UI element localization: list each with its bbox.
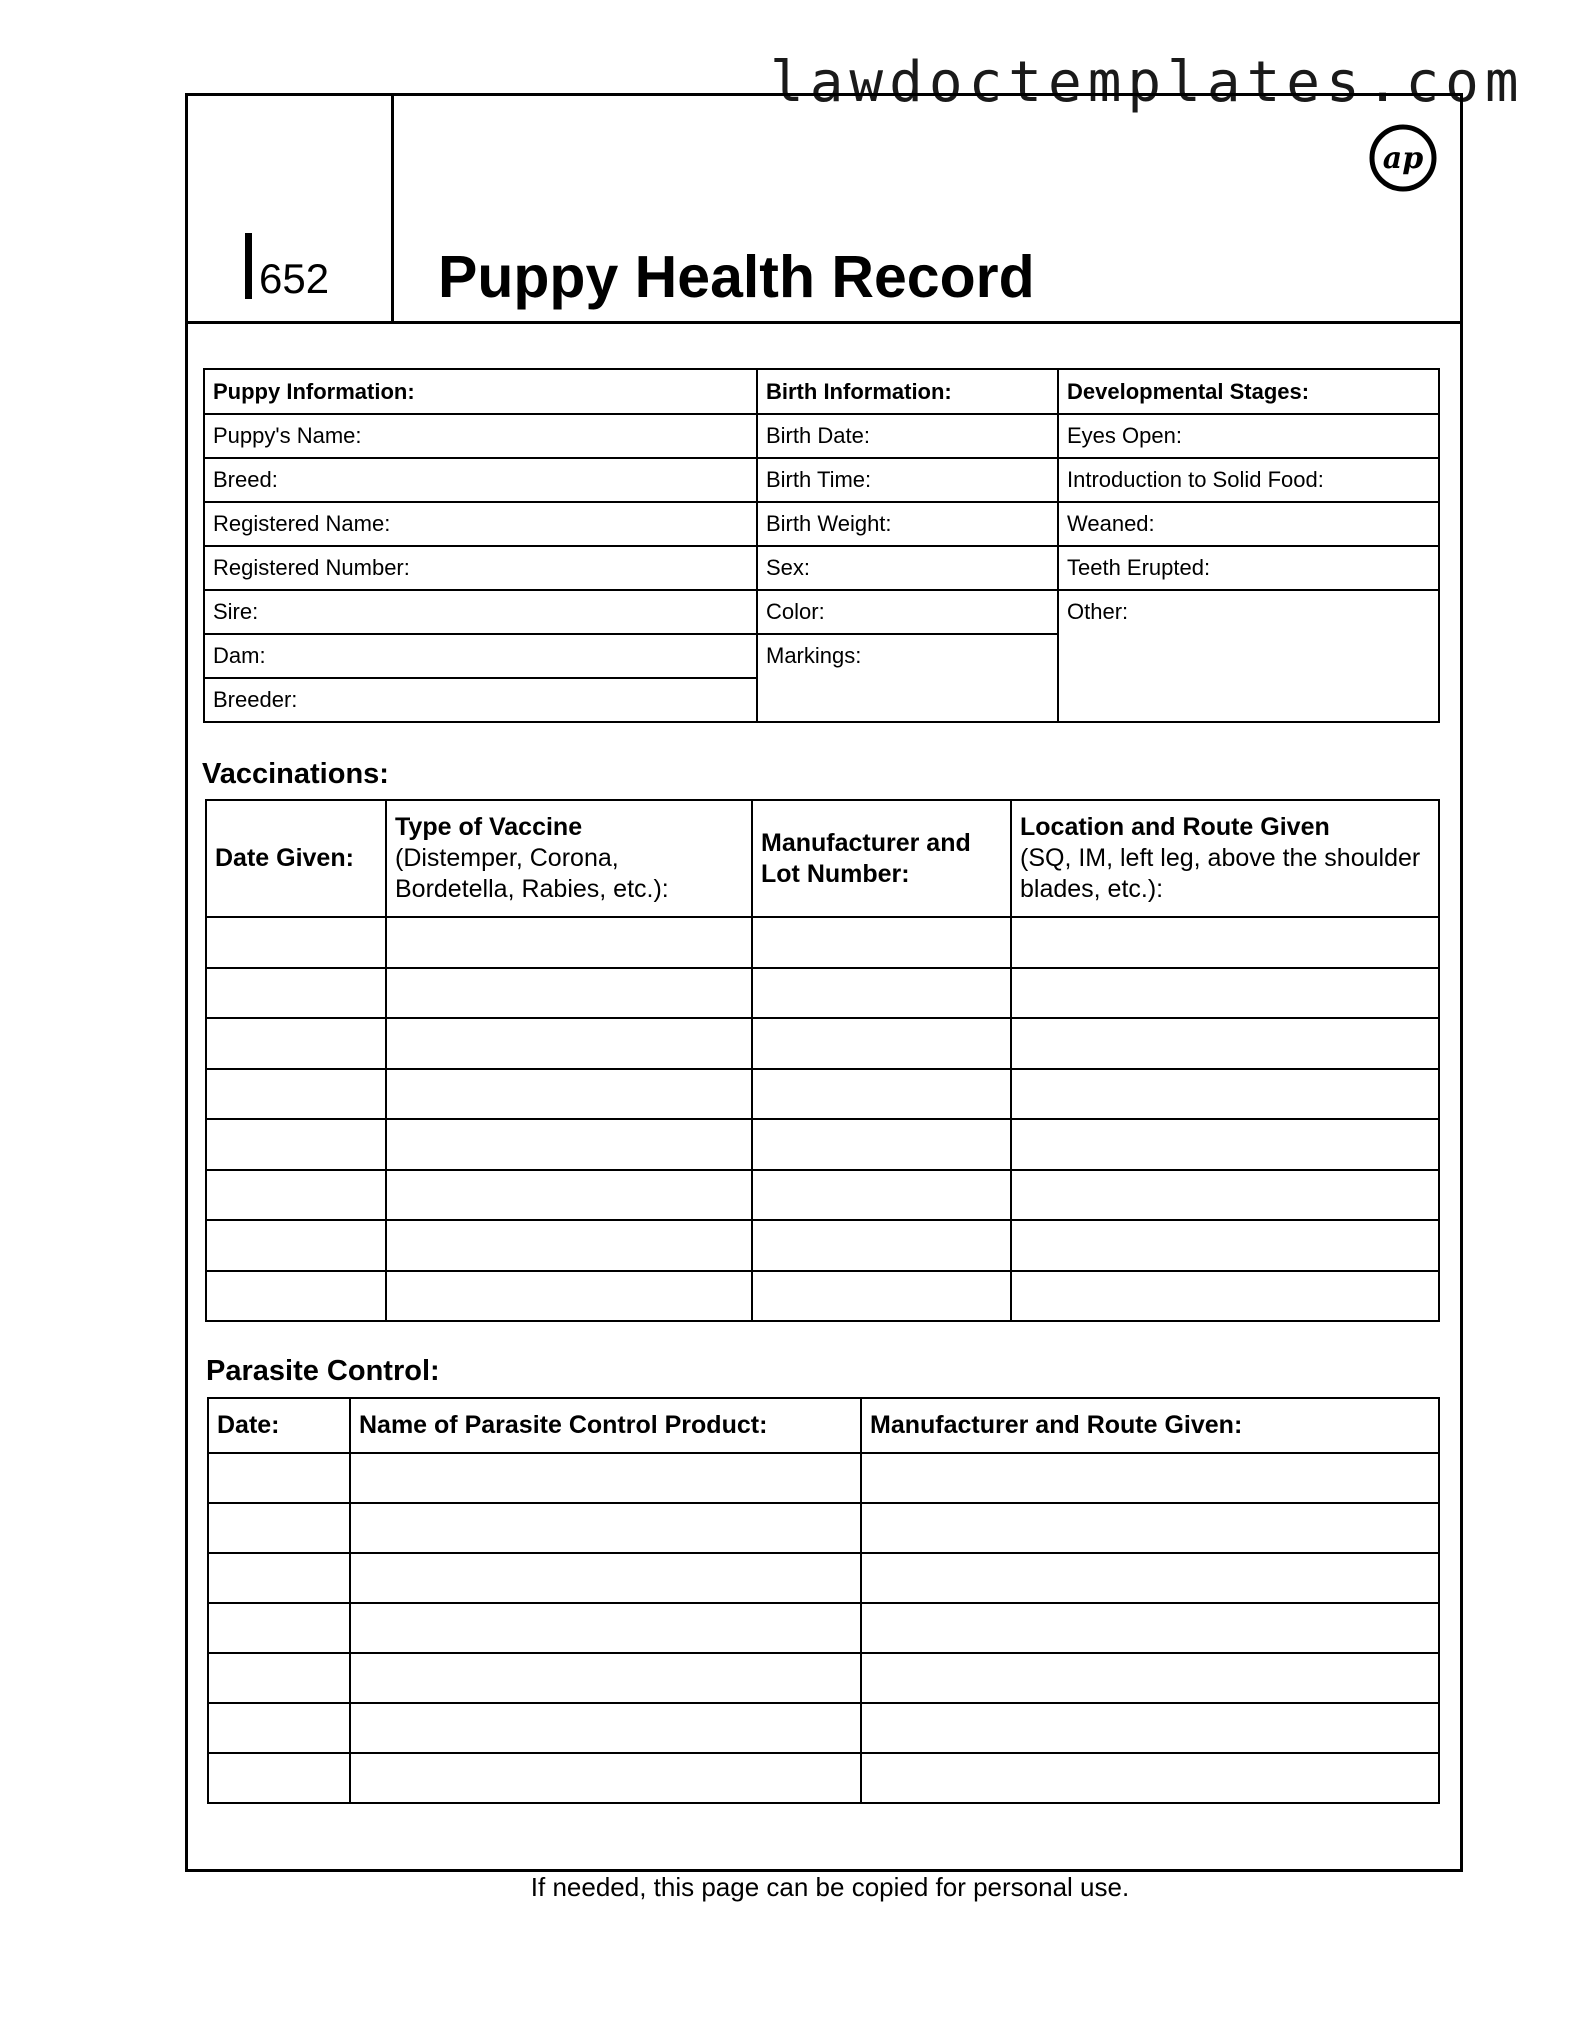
vac-type-header: Type of Vaccine (Distemper, Corona, Bordetella, Rabies, etc.): — [386, 800, 752, 917]
vac-cell[interactable] — [386, 917, 752, 968]
form-code-bar — [245, 233, 252, 299]
ap-circle-logo — [1368, 123, 1438, 193]
vac-cell[interactable] — [386, 968, 752, 1019]
form-code — [245, 231, 385, 311]
info-table — [203, 368, 1440, 723]
table-row — [206, 1220, 1439, 1271]
par-date-header: Date: — [208, 1398, 350, 1453]
footer-note: If needed, this page can be copied for personal use. — [530, 1872, 1130, 1902]
table-row — [206, 917, 1439, 968]
vac-cell[interactable] — [386, 1271, 752, 1322]
par-cell[interactable] — [861, 1453, 1439, 1503]
registered-name-field[interactable]: Registered Name: — [204, 502, 757, 546]
vac-cell[interactable] — [752, 917, 1011, 968]
color-field[interactable]: Color: — [757, 590, 1058, 634]
vac-cell[interactable] — [386, 1119, 752, 1170]
table-row — [208, 1553, 1439, 1603]
table-row — [208, 1703, 1439, 1753]
par-cell[interactable] — [350, 1553, 861, 1603]
sire-field[interactable]: Sire: — [204, 590, 757, 634]
vac-cell[interactable] — [206, 1170, 386, 1221]
table-row — [206, 1018, 1439, 1069]
markings-field[interactable]: Markings: — [757, 634, 1058, 722]
teeth-erupted-field[interactable]: Teeth Erupted: — [1058, 546, 1439, 590]
par-product-header: Name of Parasite Control Product: — [350, 1398, 861, 1453]
table-row — [208, 1503, 1439, 1553]
par-cell[interactable] — [861, 1553, 1439, 1603]
vaccinations-title: Vaccinations: — [202, 758, 389, 790]
breed-field[interactable]: Breed: — [204, 458, 757, 502]
par-cell[interactable] — [350, 1453, 861, 1503]
vac-cell[interactable] — [206, 917, 386, 968]
table-row — [208, 1603, 1439, 1653]
registered-number-field[interactable]: Registered Number: — [204, 546, 757, 590]
page-title: Puppy Health Record — [438, 244, 1035, 310]
table-row — [206, 968, 1439, 1019]
vac-cell[interactable] — [752, 1069, 1011, 1120]
par-cell[interactable] — [861, 1503, 1439, 1553]
vac-cell[interactable] — [752, 1220, 1011, 1271]
vac-cell[interactable] — [752, 1271, 1011, 1322]
parasite-control-title: Parasite Control: — [206, 1355, 440, 1387]
parasite-control-table — [207, 1397, 1440, 1804]
eyes-open-field[interactable]: Eyes Open: — [1058, 414, 1439, 458]
par-cell[interactable] — [208, 1703, 350, 1753]
par-cell[interactable] — [350, 1703, 861, 1753]
par-cell[interactable] — [350, 1753, 861, 1803]
vac-cell[interactable] — [752, 1170, 1011, 1221]
vac-date-header: Date Given: — [206, 800, 386, 917]
header-divider — [188, 321, 1460, 324]
weaned-field[interactable]: Weaned: — [1058, 502, 1439, 546]
vac-cell[interactable] — [1011, 1119, 1439, 1170]
vac-cell[interactable] — [206, 968, 386, 1019]
par-cell[interactable] — [861, 1753, 1439, 1803]
vac-cell[interactable] — [206, 1018, 386, 1069]
vac-manufacturer-header: Manufacturer and Lot Number: — [752, 800, 1011, 917]
par-cell[interactable] — [861, 1703, 1439, 1753]
vac-cell[interactable] — [1011, 968, 1439, 1019]
birth-date-field[interactable]: Birth Date: — [757, 414, 1058, 458]
vac-cell[interactable] — [206, 1220, 386, 1271]
par-cell[interactable] — [208, 1503, 350, 1553]
vac-cell[interactable] — [206, 1069, 386, 1120]
par-cell[interactable] — [861, 1603, 1439, 1653]
vac-cell[interactable] — [206, 1271, 386, 1322]
vac-cell[interactable] — [386, 1018, 752, 1069]
puppy-name-field[interactable]: Puppy's Name: — [204, 414, 757, 458]
table-row — [206, 1271, 1439, 1322]
par-cell[interactable] — [208, 1653, 350, 1703]
par-cell[interactable] — [208, 1753, 350, 1803]
table-row — [206, 1119, 1439, 1170]
vac-cell[interactable] — [386, 1220, 752, 1271]
table-row — [206, 1170, 1439, 1221]
birth-info-header: Birth Information: — [757, 369, 1058, 414]
vac-cell[interactable] — [752, 1018, 1011, 1069]
par-cell[interactable] — [208, 1603, 350, 1653]
vac-cell[interactable] — [1011, 917, 1439, 968]
par-manufacturer-header: Manufacturer and Route Given: — [861, 1398, 1439, 1453]
par-cell[interactable] — [350, 1603, 861, 1653]
table-row — [208, 1653, 1439, 1703]
breeder-field[interactable]: Breeder: — [204, 678, 757, 722]
vaccinations-table — [205, 799, 1440, 1322]
table-row — [208, 1753, 1439, 1803]
table-row — [208, 1453, 1439, 1503]
vac-cell[interactable] — [752, 968, 1011, 1019]
vac-cell[interactable] — [206, 1119, 386, 1170]
vac-cell[interactable] — [386, 1069, 752, 1120]
header-divider-vertical — [391, 96, 394, 324]
solid-food-field[interactable]: Introduction to Solid Food: — [1058, 458, 1439, 502]
vac-location-header: Location and Route Given (SQ, IM, left leg, above the shoulder blades, etc.): — [1011, 800, 1439, 917]
vac-cell[interactable] — [1011, 1018, 1439, 1069]
vac-cell[interactable] — [1011, 1271, 1439, 1322]
vac-cell[interactable] — [386, 1170, 752, 1221]
vac-cell[interactable] — [1011, 1069, 1439, 1120]
table-row — [206, 1069, 1439, 1120]
watermark: lawdoctemplates.com — [770, 50, 1525, 115]
vac-cell[interactable] — [1011, 1170, 1439, 1221]
birth-time-field[interactable]: Birth Time: — [757, 458, 1058, 502]
par-cell[interactable] — [208, 1453, 350, 1503]
vac-cell[interactable] — [752, 1119, 1011, 1170]
par-cell[interactable] — [350, 1503, 861, 1553]
vac-cell[interactable] — [1011, 1220, 1439, 1271]
dam-field[interactable]: Dam: — [204, 634, 757, 678]
par-cell[interactable] — [861, 1653, 1439, 1703]
logo-text: ap — [1382, 141, 1424, 176]
par-cell[interactable] — [350, 1653, 861, 1703]
form-number: 652 — [259, 255, 330, 302]
sex-field[interactable]: Sex: — [757, 546, 1058, 590]
puppy-info-header: Puppy Information: — [204, 369, 757, 414]
birth-weight-field[interactable]: Birth Weight: — [757, 502, 1058, 546]
developmental-header: Developmental Stages: — [1058, 369, 1439, 414]
other-field[interactable]: Other: — [1058, 590, 1439, 722]
par-cell[interactable] — [208, 1553, 350, 1603]
